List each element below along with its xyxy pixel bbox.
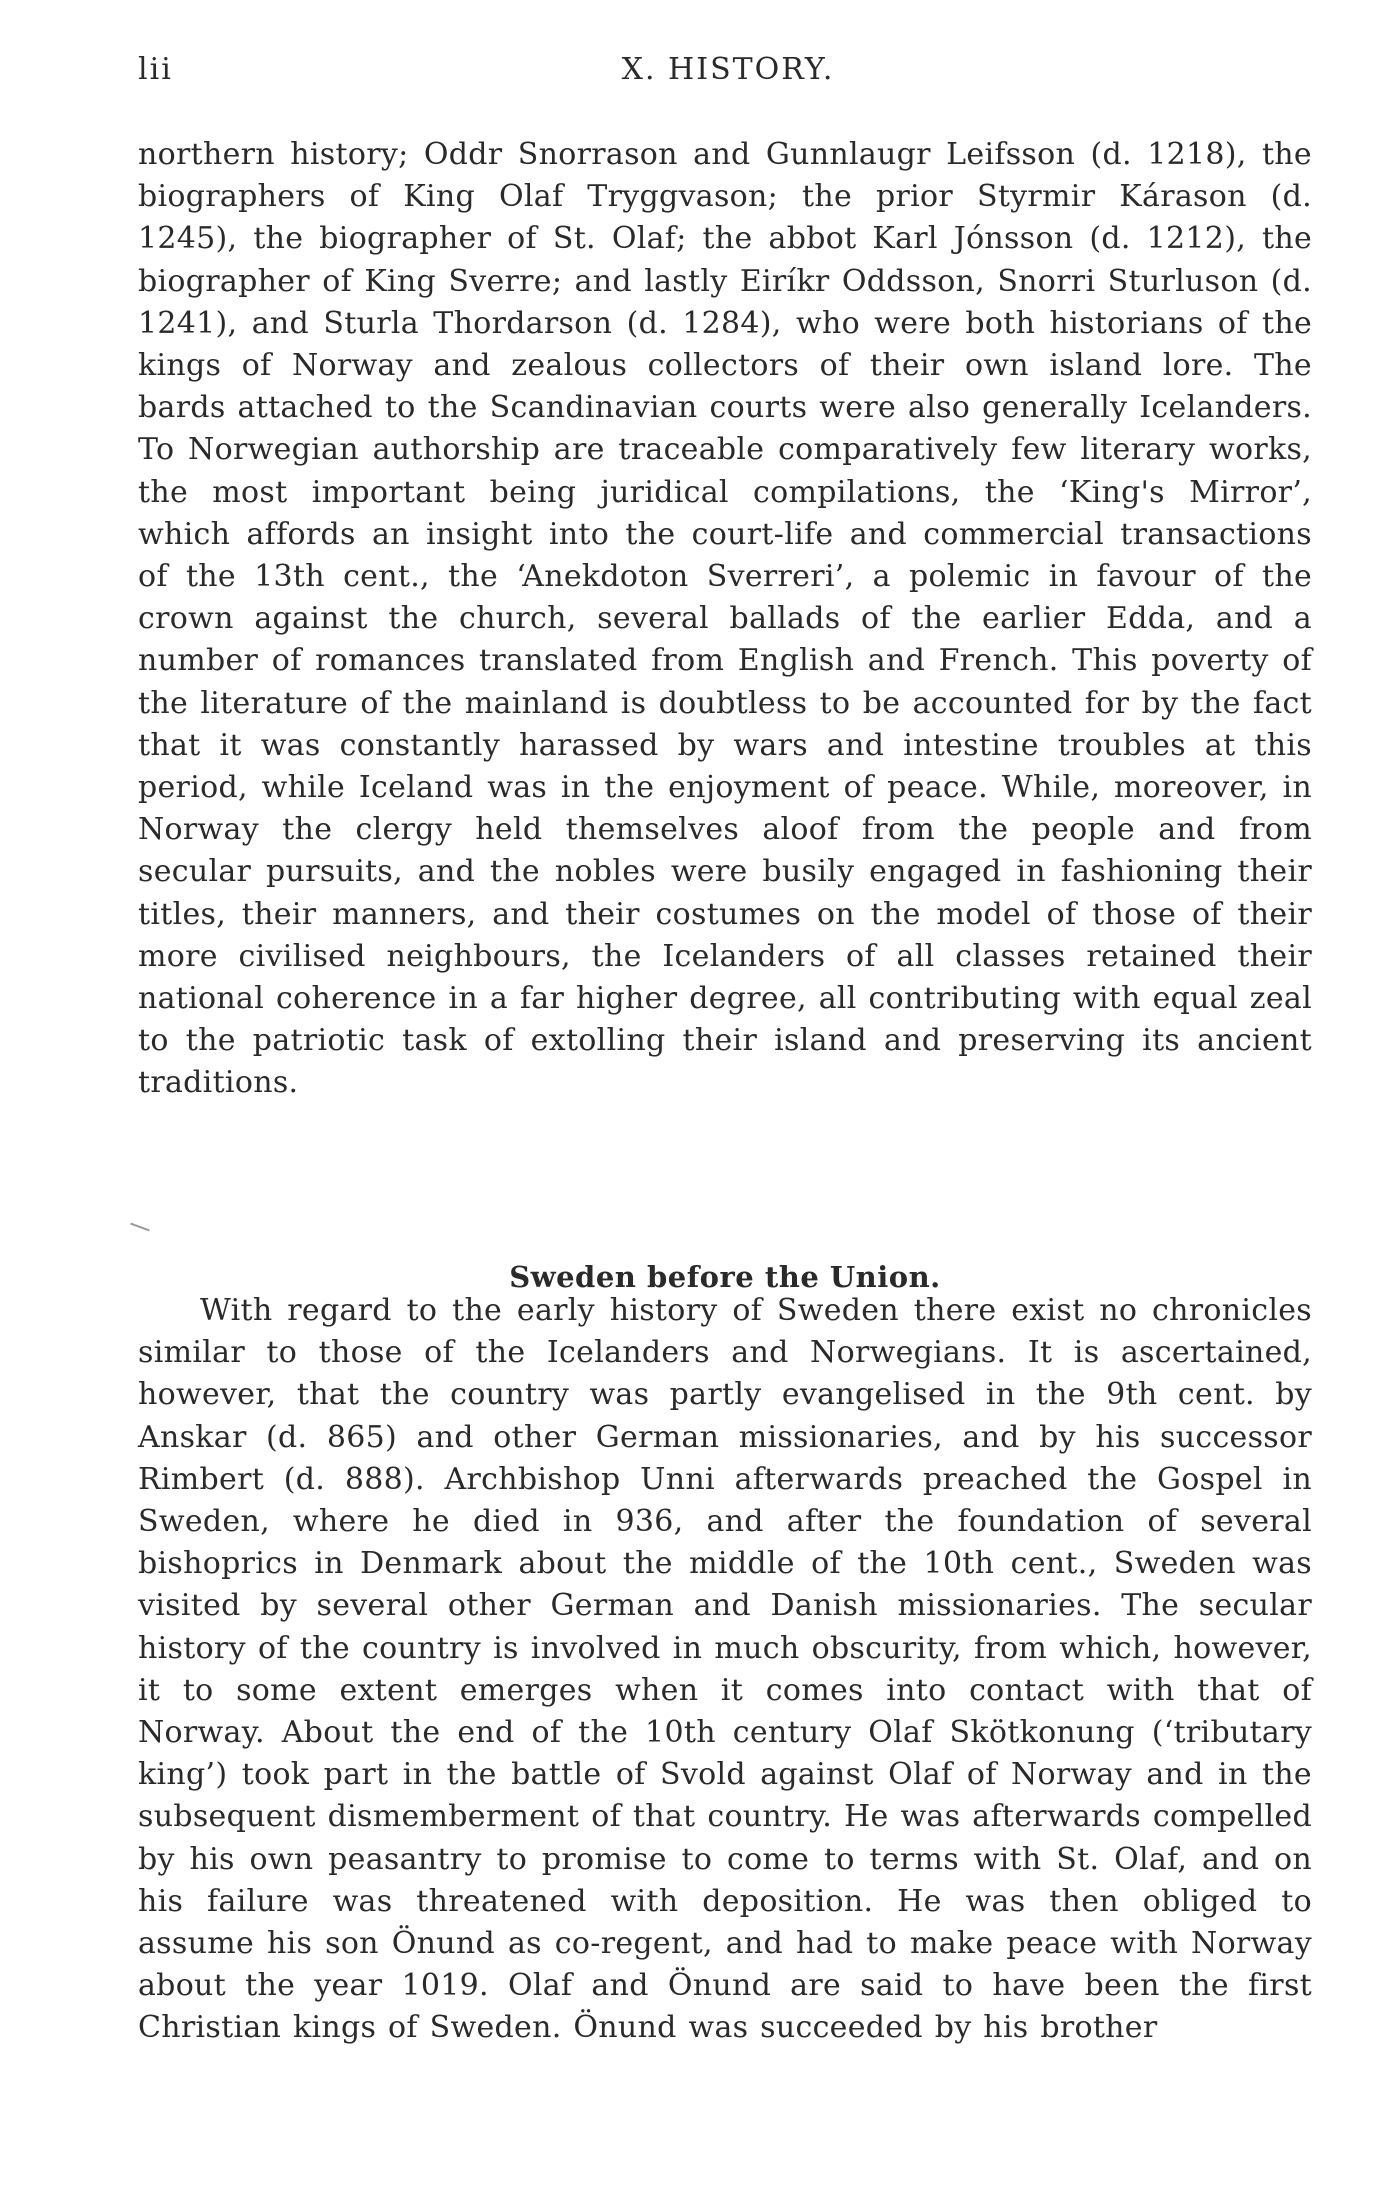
- page-header: [138, 52, 1318, 102]
- page-number: lii: [138, 52, 173, 87]
- section-heading: Sweden before the Union.: [509, 1260, 941, 1295]
- body-paragraph: With regard to the early history of Sweden there exist no chronicles similar to those of the Icelanders and Norwegians. It is ascertained, however, that the country was partly evangelised in the 9th cent. by Anskar (d. 865) and other German missionaries, and by his successor Rimbert (d. 888). Archbishop Unni afterwards preached the Gospel in Sweden, where he died in 936, and after the foundation of several bishoprics in Denmark about the middle of the 10th cent., Sweden was visited by several other German and Danish missionaries. The secular history of the country is involved in much obscurity, from which, however, it to some extent emerges when it comes into contact with that of Norway. About the end of the 10th century Olaf Skötkonung (‘tributary king’) took part in the battle of Svold against Olaf of Norway and in the subsequent dismemberment of that country. He was afterwards compelled by his own peasantry to promise to come to terms with St. Olaf, and on his failure was threatened with deposition. He was then obliged to assume his son Önund as co-regent, and had to make peace with Norway about the year 1019. Olaf and Önund are said to have been the first Christian kings of Sweden. Önund was succeeded by his brother: [138, 1293, 1312, 2046]
- running-head: X. HISTORY.: [621, 52, 835, 87]
- body-paragraph: northern history; Oddr Snorrason and Gunnlaugr Leifsson (d. 1218), the biographers of King Olaf Tryggvason; the prior Styrmir Kárason (d. 1245), the biographer of St. Olaf; the abbot Karl Jónsson (d. 1212), the biographer of King Sverre; and lastly Eiríkr Oddsson, Snorri Sturluson (d. 1241), and Sturla Thordarson (d. 1284), who were both historians of the kings of Norway and zealous collectors of their own island lore. The bards attached to the Scandinavian courts were also generally Icelanders. To Norwegian authorship are traceable comparatively few literary works, the most important being juridical compilations, the ‘King's Mirror’, which affords an insight into the court-life and commercial transactions of the 13th cent., the ‘Anekdoton Sverreri’, a polemic in favour of the crown against the church, several ballads of the earlier Edda, and a number of romances translated from English and French. This poverty of the literature of the mainland is doubtless to be accounted for by the fact that it was constantly harassed by wars and intestine troubles at this period, while Iceland was in the enjoyment of peace. While, moreover, in Norway the clergy held themselves aloof from the people and from secular pursuits, and the nobles were busily engaged in fashioning their titles, their manners, and their costumes on the model of those of their more civilised neighbours, the Icelanders of all classes retained their national coherence in a far higher degree, all contributing with equal zeal to the patriotic task of extolling their island and preserving its ancient traditions.: [138, 137, 1312, 1101]
- stray-print-mark: [130, 1223, 149, 1232]
